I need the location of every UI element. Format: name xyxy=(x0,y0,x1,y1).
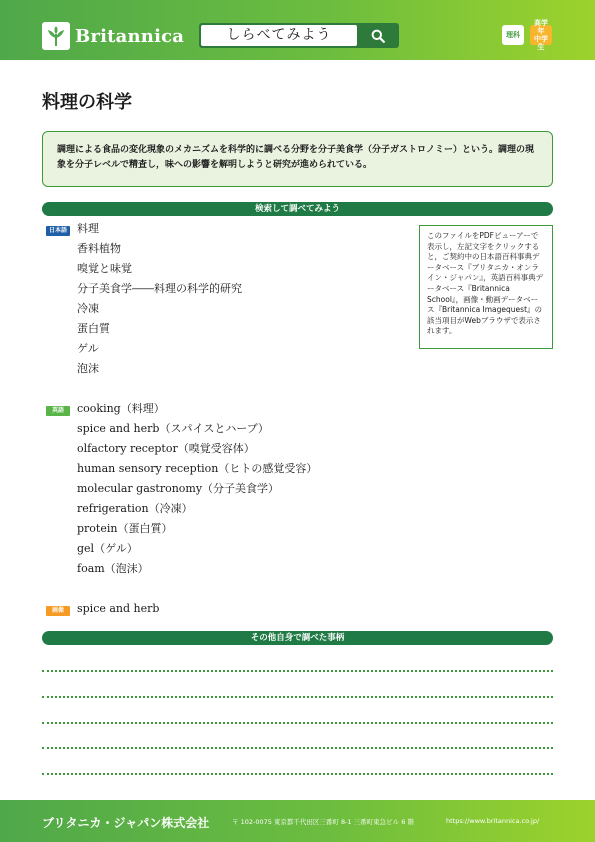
term-english[interactable]: spice and herb（スパイスとハーブ） xyxy=(77,422,269,435)
term-japanese-sub[interactable]: 分子美食学――料理の科学的研究 xyxy=(77,282,242,295)
english-tag: 英語 xyxy=(46,406,70,416)
usage-note: このファイルをPDFビューアーで表示し，左記文字をクリックすると，ご契約中の日本語百科事典データベース『ブリタニカ・オンライン・ジャパン』，英語百科事典データベース『Britannica School』，画像・動画データベース『Britannica Imagequest』の該当項目がWebブラウザで表示されます。 xyxy=(419,225,553,349)
section-heading-notes: その他自身で調べた事柄 xyxy=(42,631,553,645)
writing-line xyxy=(42,722,553,724)
footer-address: 〒 102-0075 東京都千代田区三番町 8-1 三番町東急ビル 6 階 xyxy=(232,818,414,826)
term-image[interactable]: spice and herb xyxy=(77,602,160,615)
grade-badge: 高学年 中学生 xyxy=(530,25,552,45)
image-tag: 画像 xyxy=(46,606,70,616)
writing-line xyxy=(42,696,553,698)
search-icon xyxy=(371,29,385,43)
thistle-icon xyxy=(42,22,70,50)
logo-text: Britannica xyxy=(75,25,185,47)
term-english[interactable]: molecular gastronomy（分子美食学） xyxy=(77,482,280,495)
term-english[interactable]: refrigeration（冷凍） xyxy=(77,502,193,515)
term-english[interactable]: foam（泡沫） xyxy=(77,562,149,575)
term-japanese-sub[interactable]: ゲル xyxy=(77,342,99,355)
term-japanese-sub[interactable]: 冷凍 xyxy=(77,302,99,315)
term-english[interactable]: human sensory reception（ヒトの感覚受容） xyxy=(77,462,318,475)
subject-badge: 理科 xyxy=(502,25,524,45)
search-bar xyxy=(199,23,399,48)
search-button-label[interactable]: しらべてみよう xyxy=(201,25,357,46)
term-japanese-sub[interactable]: 香料植物 xyxy=(77,242,121,255)
footer-company: ブリタニカ・ジャパン株式会社 xyxy=(42,816,210,830)
writing-line xyxy=(42,773,553,775)
term-japanese-main[interactable]: 料理 xyxy=(77,222,99,235)
britannica-logo[interactable] xyxy=(42,22,184,50)
search-button[interactable] xyxy=(363,26,393,45)
header-bar xyxy=(0,0,595,60)
term-english[interactable]: protein（蛋白質） xyxy=(77,522,173,535)
term-english[interactable]: olfactory receptor（嗅覚受容体） xyxy=(77,442,255,455)
term-japanese-sub[interactable]: 嗅覚と味覚 xyxy=(77,262,132,275)
writing-line xyxy=(42,747,553,749)
footer-bar xyxy=(0,800,595,842)
section-heading-search: 検索して調べてみよう xyxy=(42,202,553,216)
term-japanese-sub[interactable]: 泡沫 xyxy=(77,362,99,375)
term-english[interactable]: gel（ゲル） xyxy=(77,542,138,555)
writing-line xyxy=(42,670,553,672)
intro-box: 調理による食品の変化現象のメカニズムを科学的に調べる分野を分子美食学（分子ガストロノミー）という。調理の現象を分子レベルで精査し，味への影響を解明しようと研究が進められている。 xyxy=(42,131,553,187)
term-japanese-sub[interactable]: 蛋白質 xyxy=(77,322,110,335)
term-english[interactable]: cooking（料理） xyxy=(77,402,165,415)
japanese-tag: 日本語 xyxy=(46,226,70,236)
page-title: 料理の科学 xyxy=(42,92,132,113)
footer-url[interactable]: https://www.britannica.co.jp/ xyxy=(446,817,540,825)
